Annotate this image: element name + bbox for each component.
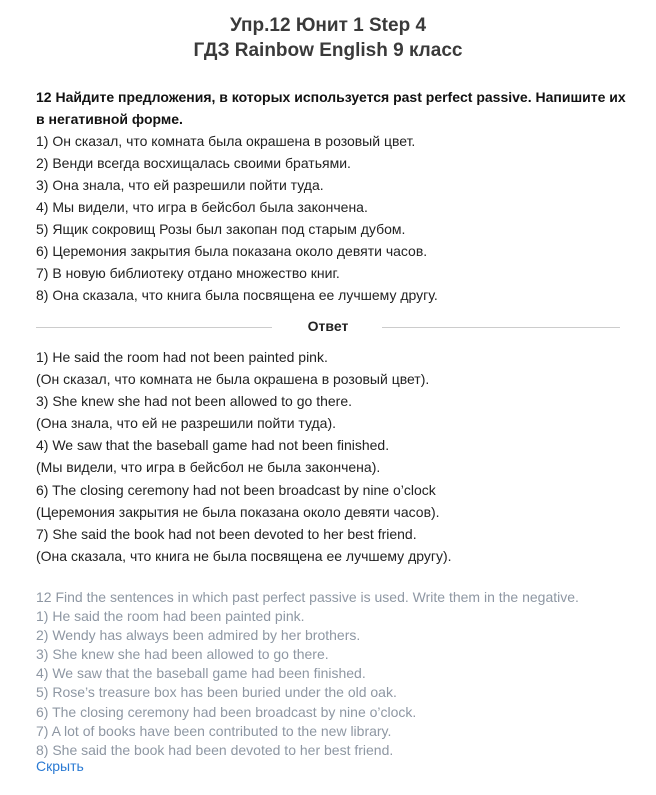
task-item: 8) Она сказала, что книга была посвящена ее лучшему другу.	[36, 287, 438, 303]
answer-line: 4) We saw that the baseball game had not been finished.	[36, 437, 390, 454]
answer-line: 3) She knew she had not been allowed to go there.	[36, 393, 352, 410]
answer-line: (Он сказал, что комната не была окрашена в розовый цвет).	[36, 371, 430, 388]
translation-line: 12 Find the sentences in which past perfect passive is used. Write them in the negative.	[36, 589, 579, 605]
answer-line: (Церемония закрытия не была показана около девяти часов).	[36, 503, 440, 520]
translation-line: 7) A lot of books have been contributed to the new library.	[36, 722, 392, 739]
task-item: 6) Церемония закрытия была показана около девяти часов.	[36, 243, 428, 259]
task-item: 4) Мы видели, что игра в бейсбол была закончена.	[36, 199, 368, 215]
translation-line: 4) We saw that the baseball game had been finished.	[36, 665, 366, 682]
answer-line: (Мы видели, что игра в бейсбол не была закончена).	[36, 459, 381, 476]
hide-translation-link[interactable]: Скрыть	[36, 758, 84, 774]
page-title: Упр.12 Юнит 1 Step 4	[229, 15, 427, 36]
translation-line: 6) The closing ceremony had been broadcast by nine o’clock.	[36, 703, 417, 720]
task-item: 7) В новую библиотеку отдано множество книг.	[36, 265, 340, 281]
task-heading-continued: в негативной форме.	[36, 111, 183, 127]
task-item: 1) Он сказал, что комната была окрашена в розовый цвет.	[36, 133, 416, 149]
page-subtitle: ГДЗ Rainbow English 9 класс	[193, 40, 463, 61]
answer-block	[36, 346, 636, 567]
translation-block	[36, 588, 636, 760]
task-item: 5) Ящик сокровищ Розы был закопан под старым дубом.	[36, 221, 406, 237]
translation-line: 5) Rose’s treasure box has been buried under the old oak.	[36, 684, 397, 701]
translation-line: 3) She knew she had been allowed to go there.	[36, 646, 329, 663]
task-item: 2) Венди всегда восхищалась своими братьями.	[36, 155, 351, 171]
task-item: 3) Она знала, что ей разрешили пойти туда.	[36, 177, 324, 193]
answer-heading: Ответ	[307, 318, 349, 334]
translation-line: 8) She said the book had been devoted to her best friend.	[36, 741, 394, 758]
answer-line: (Она сказала, что книга не была посвящена ее лучшему другу).	[36, 547, 452, 564]
translation-line: 1) He said the room had been painted pink.	[36, 608, 305, 625]
task-heading: 12 Найдите предложения, в которых используется past perfect passive. Напишите их	[36, 89, 626, 105]
divider-line-right	[382, 327, 620, 328]
answer-line: 1) He said the room had not been painted pink.	[36, 349, 328, 365]
translation-line: 2) Wendy has always been admired by her brothers.	[36, 627, 361, 644]
answer-line: 6) The closing ceremony had not been broadcast by nine o’clock	[36, 481, 436, 498]
answer-line: 7) She said the book had not been devoted to her best friend.	[36, 525, 417, 542]
answer-divider	[36, 316, 620, 338]
answer-line: (Она знала, что ей не разрешили пойти туда).	[36, 415, 337, 432]
task-block	[36, 86, 636, 306]
